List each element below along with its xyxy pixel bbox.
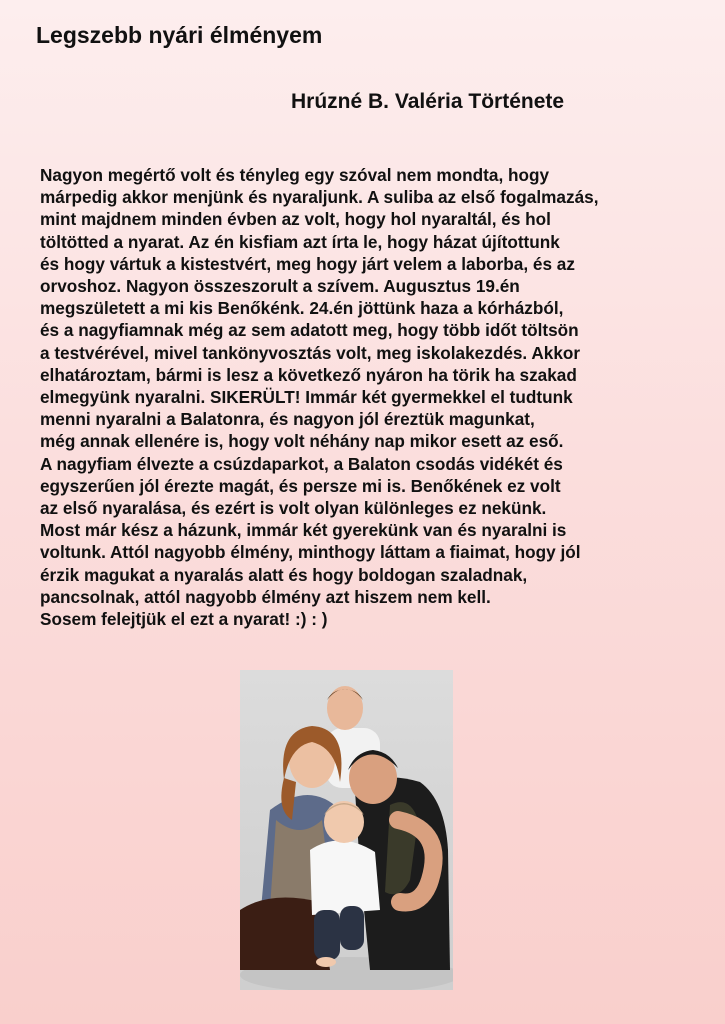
story-line: elhatároztam, bármi is lesz a következő nyáron ha törik ha szakad (40, 364, 577, 385)
story-line: márpedig akkor menjünk és nyaraljunk. A suliba az első fogalmazás, (40, 187, 599, 208)
story-line: orvoshoz. Nagyon összeszorult a szívem. Augusztus 19.én (40, 276, 520, 297)
story-line: az első nyaralása, és ezért is volt olyan különleges ez nekünk. (40, 498, 547, 519)
story-line: pancsolnak, attól nagyobb élmény azt hiszem nem kell. (40, 586, 491, 607)
story-line: menni nyaralni a Balatonra, és nagyon jól éreztük magunkat, (40, 409, 535, 430)
story-line: a testvérével, mivel tankönyvosztás volt, meg iskolakezdés. Akkor (40, 342, 581, 363)
story-line: érzik magukat a nyaralás alatt és hogy boldogan szaladnak, (40, 564, 528, 585)
story-line: töltötted a nyarat. Az én kisfiam azt írta le, hogy házat újítottunk (40, 231, 560, 252)
story-line: Most már kész a házunk, immár két gyerekünk van és nyaralni is (40, 520, 567, 541)
page-title: Legszebb nyári élményem (36, 22, 323, 48)
story-text (40, 164, 710, 630)
page-subtitle: Hrúzné B. Valéria Története (291, 90, 565, 113)
story-line: és a nagyfiamnak még az sem adatott meg, hogy több időt töltsön (40, 320, 579, 341)
story-line: voltunk. Attól nagyobb élmény, minthogy láttam a fiaimat, hogy jól (40, 542, 581, 563)
story-line: mint majdnem minden évben az volt, hogy hol nyaraltál, és hol (40, 209, 551, 230)
story-line: elmegyünk nyaralni. SIKERÜLT! Immár két gyermekkel el tudtunk (40, 387, 573, 408)
story-line: egyszerűen jól érezte magát, és persze mi is. Benőkének ez volt (40, 475, 561, 496)
story-line: Sosem felejtjük el ezt a nyarat! :) : ) (40, 609, 328, 630)
story-line: A nagyfiam élvezte a csúzdaparkot, a Balaton csodás vidékét és (40, 453, 563, 474)
story-line: és hogy vártuk a kistestvért, meg hogy járt velem a laborba, és az (40, 253, 575, 274)
story-line: még annak ellenére is, hogy volt néhány nap mikor esett az eső. (40, 431, 564, 452)
family-photo (240, 670, 453, 990)
family-photo-illustration (240, 670, 453, 990)
story-line: Nagyon megértő volt és tényleg egy szóval nem mondta, hogy (40, 165, 550, 185)
story-line: megszületett a mi kis Benőkénk. 24.én jöttünk haza a kórházból, (40, 298, 564, 319)
